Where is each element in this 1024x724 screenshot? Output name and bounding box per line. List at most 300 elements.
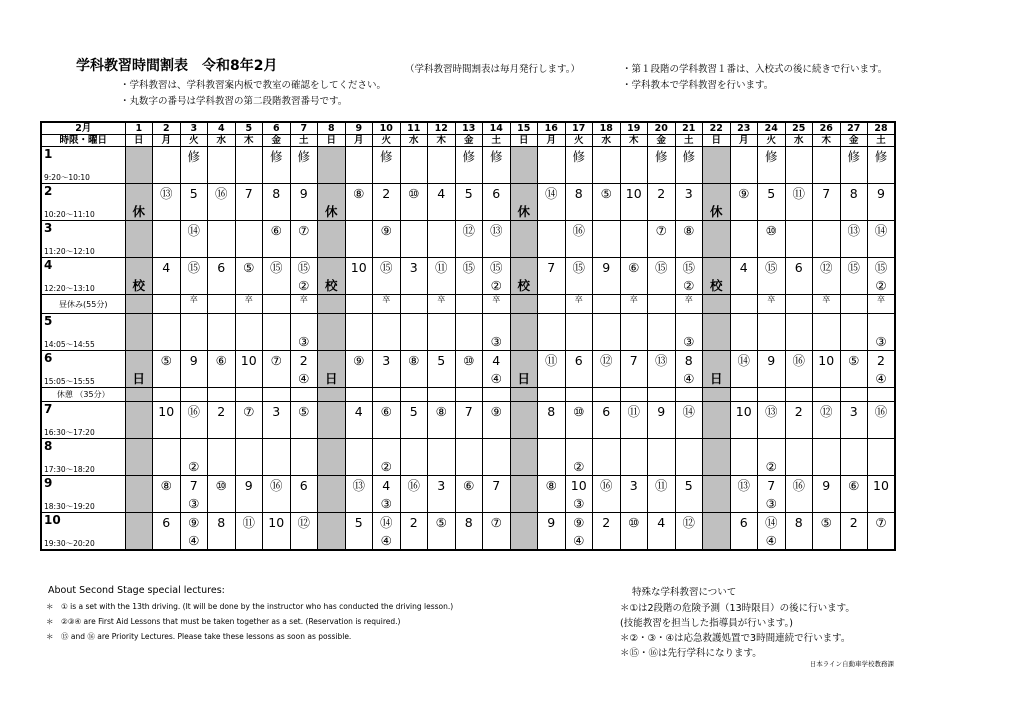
schedule-cell <box>428 402 456 439</box>
schedule-cell <box>290 513 318 551</box>
lesson-number: ⑭ <box>187 223 200 238</box>
schedule-cell <box>758 295 786 314</box>
closed-day-cell <box>125 147 153 184</box>
schedule-cell <box>538 314 566 351</box>
lesson-number: 2 <box>849 515 858 530</box>
lesson-number: ⑦ <box>243 404 255 419</box>
schedule-cell <box>428 221 456 258</box>
lesson-number: 7 <box>822 186 831 201</box>
lesson-set-number: ② <box>490 278 502 293</box>
schedule-cell <box>208 351 236 388</box>
schedule-cell <box>620 439 648 476</box>
lesson-number: 9 <box>244 478 253 493</box>
schedule-cell <box>565 476 593 513</box>
lesson-number: ⑫ <box>682 515 695 530</box>
graduation-mark: 卒 <box>684 295 693 304</box>
schedule-cell <box>208 513 236 551</box>
lesson-number: ⑪ <box>654 478 668 493</box>
lesson-number: 8 <box>849 186 858 201</box>
schedule-cell <box>675 439 703 476</box>
schedule-cell <box>840 184 868 221</box>
closed-day-cell <box>125 221 153 258</box>
schedule-cell <box>813 314 841 351</box>
schedule-cell <box>675 295 703 314</box>
lesson-number: ⑬ <box>159 186 173 201</box>
period-row <box>41 351 895 388</box>
lesson-number: 4 <box>492 353 501 368</box>
schedule-cell <box>153 184 181 221</box>
lesson-number: ⑯ <box>214 186 228 201</box>
lesson-number: ⑫ <box>462 223 475 238</box>
day-number: 6 <box>263 122 291 135</box>
schedule-cell <box>180 402 208 439</box>
day-number: 2 <box>153 122 181 135</box>
schedule-cell <box>758 476 786 513</box>
schedule-cell <box>675 388 703 402</box>
closed-day-cell <box>318 402 346 439</box>
lesson-number: ⑬ <box>847 223 860 238</box>
schedule-cell <box>345 388 373 402</box>
schedule-cell <box>785 476 813 513</box>
break-label: 休憩 （35分） <box>41 388 125 402</box>
schedule-cell <box>345 513 373 551</box>
closed-char: 休 <box>324 204 338 219</box>
schedule-cell <box>455 439 483 476</box>
schedule-cell <box>730 388 758 402</box>
schedule-cell <box>648 314 676 351</box>
lesson-number: 8 <box>794 515 803 530</box>
schedule-cell <box>373 184 401 221</box>
lesson-set-number: ④ <box>188 533 200 548</box>
schedule-cell <box>675 147 703 184</box>
schedule-cell <box>400 184 428 221</box>
schedule-cell <box>868 258 896 295</box>
closed-day-cell <box>510 258 538 295</box>
lesson-set-number: ② <box>683 278 695 293</box>
schedule-cell <box>648 476 676 513</box>
lesson-number: 9 <box>822 478 831 493</box>
schedule-cell <box>345 221 373 258</box>
period-time: 15:05～15:55 <box>44 377 95 386</box>
lesson-number: 10 <box>158 404 175 419</box>
lesson-number: ⑦ <box>655 223 667 238</box>
schedule-cell <box>153 439 181 476</box>
weekday: 日 <box>510 135 538 147</box>
schedule-cell <box>675 513 703 551</box>
period-label <box>41 147 125 184</box>
period-time: 12:20～13:10 <box>44 284 95 293</box>
closed-day-cell <box>703 184 731 221</box>
lesson-set-number: ③ <box>765 496 777 511</box>
schedule-cell <box>565 513 593 551</box>
weekday: 金 <box>840 135 868 147</box>
schedule-cell <box>758 221 786 258</box>
schedule-cell <box>180 221 208 258</box>
lesson-number: ⑩ <box>408 186 420 201</box>
schedule-cell <box>400 476 428 513</box>
graduation-mark: 卒 <box>299 295 308 304</box>
schedule-cell <box>730 476 758 513</box>
period-label <box>41 351 125 388</box>
lesson-number: 8 <box>217 515 226 530</box>
lesson-number: 2 <box>657 186 666 201</box>
schedule-cell <box>345 184 373 221</box>
closed-char: 日 <box>517 371 530 386</box>
lesson-number: ⑭ <box>544 186 558 201</box>
weekday: 月 <box>730 135 758 147</box>
schedule-cell <box>620 147 648 184</box>
lesson-number: 2 <box>794 404 803 419</box>
lesson-set-number: ④ <box>298 371 310 386</box>
lesson-number: 10 <box>735 404 752 419</box>
lesson-number: ⑮ <box>269 260 283 275</box>
weekday: 月 <box>538 135 566 147</box>
schedule-cell <box>290 184 318 221</box>
schedule-cell <box>620 402 648 439</box>
schedule-cell <box>758 147 786 184</box>
lesson-number: ⑥ <box>270 223 282 238</box>
schedule-cell <box>565 402 593 439</box>
graduation-mark: 卒 <box>574 295 583 304</box>
schedule-cell <box>483 402 511 439</box>
schedule-cell <box>180 388 208 402</box>
schedule-cell <box>345 439 373 476</box>
schedule-cell <box>263 221 291 258</box>
graduation-mark: 卒 <box>822 295 831 304</box>
lesson-set-number: ④ <box>490 371 502 386</box>
lesson-number: ⑤ <box>160 353 172 368</box>
schedule-cell <box>153 221 181 258</box>
schedule-cell <box>813 388 841 402</box>
lesson-number: ⑮ <box>379 260 393 275</box>
date-row <box>41 122 895 135</box>
graduation-mark: 卒 <box>382 295 391 304</box>
schedule-cell <box>400 513 428 551</box>
schedule-cell <box>428 476 456 513</box>
break-row <box>41 388 895 402</box>
period-label <box>41 258 125 295</box>
closed-day-cell <box>318 476 346 513</box>
schedule-cell <box>758 513 786 551</box>
schedule-cell <box>455 184 483 221</box>
period-row <box>41 147 895 184</box>
weekday: 金 <box>263 135 291 147</box>
lesson-number: ⑥ <box>463 478 475 493</box>
lesson-number: ⑧ <box>435 404 447 419</box>
lesson-number: ⑯ <box>407 478 420 493</box>
schedule-cell <box>593 147 621 184</box>
closed-day-cell <box>318 314 346 351</box>
lesson-number: 10 <box>818 353 835 368</box>
lesson-number: ⑭ <box>874 223 888 238</box>
closed-day-cell <box>125 314 153 351</box>
schedule-cell <box>840 439 868 476</box>
day-number: 11 <box>400 122 428 135</box>
schedule-cell <box>428 351 456 388</box>
note-left-1: ・学科教習は、学科教習案内板で教室の確認をしてください。 <box>120 80 387 91</box>
closed-char: 日 <box>132 371 145 386</box>
schedule-cell <box>565 221 593 258</box>
schedule-cell <box>455 258 483 295</box>
schedule-cell <box>208 184 236 221</box>
schedule-cell <box>208 221 236 258</box>
schedule-cell <box>373 439 401 476</box>
schedule-cell <box>483 388 511 402</box>
schedule-cell <box>565 351 593 388</box>
schedule-cell <box>813 184 841 221</box>
lesson-number: ⑩ <box>463 353 475 368</box>
schedule-cell <box>428 295 456 314</box>
weekday: 水 <box>593 135 621 147</box>
period-time: 9:20～10:10 <box>44 173 90 182</box>
schedule-cell <box>648 513 676 551</box>
schedule-cell <box>593 351 621 388</box>
schedule-cell <box>730 351 758 388</box>
schedule-cell <box>593 184 621 221</box>
lesson-number: 7 <box>244 186 253 201</box>
schedule-cell <box>400 258 428 295</box>
period-label <box>41 439 125 476</box>
lesson-number: ⑪ <box>792 186 805 201</box>
closed-char: 休 <box>709 204 723 219</box>
lesson-number: 4 <box>437 186 446 201</box>
lesson-number: ⑥ <box>848 478 860 493</box>
closed-day-cell <box>318 184 346 221</box>
lesson-number: ⑬ <box>737 478 750 493</box>
schedule-cell <box>153 147 181 184</box>
lesson-number: ⑮ <box>462 260 475 275</box>
lesson-number: 2 <box>602 515 611 530</box>
lesson-number: 9 <box>602 260 611 275</box>
weekday: 土 <box>868 135 896 147</box>
period-row <box>41 314 895 351</box>
day-number: 23 <box>730 122 758 135</box>
closed-day-cell <box>510 402 538 439</box>
lesson-number: ⑥ <box>215 353 227 368</box>
period-time: 19:30～20:20 <box>44 539 95 548</box>
lesson-number: 5 <box>464 186 473 201</box>
schedule-cell <box>593 439 621 476</box>
schedule-cell <box>345 402 373 439</box>
lesson-number: ⑭ <box>379 515 393 530</box>
schedule-cell <box>593 221 621 258</box>
schedule-cell <box>208 295 236 314</box>
schedule-cell <box>785 351 813 388</box>
row-header: 時限・曜日 <box>41 135 125 147</box>
weekday: 水 <box>785 135 813 147</box>
closed-day-cell <box>318 221 346 258</box>
schedule-cell <box>455 513 483 551</box>
lesson-number: 修 <box>187 149 200 164</box>
lesson-number: 修 <box>462 149 475 164</box>
schedule-cell <box>840 147 868 184</box>
schedule-cell <box>290 402 318 439</box>
weekday: 金 <box>455 135 483 147</box>
closed-day-cell <box>510 476 538 513</box>
schedule-cell <box>538 513 566 551</box>
lesson-number: ⑤ <box>435 515 447 530</box>
schedule-cell <box>153 258 181 295</box>
closed-char: 校 <box>132 278 145 293</box>
schedule-cell <box>455 314 483 351</box>
schedule-cell <box>730 314 758 351</box>
lesson-number: ⑬ <box>764 404 778 419</box>
period-time: 18:30～19:20 <box>44 502 95 511</box>
schedule-cell <box>813 513 841 551</box>
schedule-cell <box>483 314 511 351</box>
schedule-cell <box>868 221 896 258</box>
schedule-cell <box>373 258 401 295</box>
note-right-1: ・第１段階の学科教習１番は、入校式の後に続きで行います。 <box>622 64 888 75</box>
lesson-number: ⑮ <box>572 260 585 275</box>
schedule-cell <box>373 314 401 351</box>
schedule-cell <box>235 351 263 388</box>
schedule-cell <box>538 351 566 388</box>
closed-char: 校 <box>709 278 723 293</box>
lesson-number: ⑮ <box>682 260 695 275</box>
schedule-cell <box>428 258 456 295</box>
lesson-number: 8 <box>272 186 281 201</box>
period-number: 2 <box>44 184 53 198</box>
schedule-cell <box>785 295 813 314</box>
schedule-cell <box>235 402 263 439</box>
weekday: 月 <box>153 135 181 147</box>
lesson-number: 2 <box>382 186 391 201</box>
closed-day-cell <box>318 351 346 388</box>
period-row <box>41 476 895 513</box>
lesson-number: ⑨ <box>188 515 200 530</box>
lesson-number: ⑯ <box>599 478 613 493</box>
period-number: 6 <box>44 351 53 365</box>
schedule-cell <box>675 351 703 388</box>
lesson-number: ⑯ <box>269 478 283 493</box>
lesson-number: ⑦ <box>875 515 887 530</box>
schedule-cell <box>235 476 263 513</box>
graduation-mark: 卒 <box>767 295 776 304</box>
lesson-number: 3 <box>382 353 391 368</box>
lesson-number: 6 <box>574 353 583 368</box>
schedule-cell <box>428 439 456 476</box>
schedule-cell <box>263 388 291 402</box>
lesson-number: ⑮ <box>874 260 888 275</box>
schedule-cell <box>730 184 758 221</box>
lesson-number: ⑤ <box>243 260 255 275</box>
lesson-set-number: ③ <box>875 334 887 349</box>
lesson-number: 修 <box>269 149 283 164</box>
schedule-cell <box>565 295 593 314</box>
lesson-number: 10 <box>350 260 367 275</box>
lesson-number: 修 <box>297 149 310 164</box>
lesson-set-number: ③ <box>683 334 695 349</box>
lesson-number: 8 <box>547 404 556 419</box>
schedule-cell <box>180 295 208 314</box>
schedule-cell <box>565 314 593 351</box>
schedule-cell <box>400 147 428 184</box>
lesson-number: ⑧ <box>160 478 172 493</box>
closed-day-cell <box>703 476 731 513</box>
schedule-cell <box>263 184 291 221</box>
lesson-number: ⑫ <box>819 404 833 419</box>
schedule-cell <box>648 402 676 439</box>
period-number: 3 <box>44 221 53 235</box>
schedule-cell <box>675 184 703 221</box>
schedule-cell <box>263 295 291 314</box>
schedule-cell <box>428 388 456 402</box>
schedule-cell <box>455 221 483 258</box>
lesson-set-number: ② <box>298 278 310 293</box>
lesson-number: 10 <box>570 478 587 493</box>
closed-day-cell <box>510 147 538 184</box>
schedule-cell <box>758 439 786 476</box>
lesson-number: ⑧ <box>353 186 365 201</box>
schedule-cell <box>538 221 566 258</box>
schedule-cell <box>263 439 291 476</box>
lesson-set-number: ② <box>188 459 200 474</box>
lesson-number: ⑮ <box>187 260 200 275</box>
schedule-cell <box>785 439 813 476</box>
lesson-set-number: ② <box>875 278 887 293</box>
schedule-cell <box>785 258 813 295</box>
period-number: 9 <box>44 476 53 490</box>
schedule-cell <box>785 184 813 221</box>
lesson-number: ⑮ <box>297 260 310 275</box>
schedule-cell <box>345 351 373 388</box>
weekday: 木 <box>428 135 456 147</box>
schedule-cell <box>180 184 208 221</box>
schedule-cell <box>813 147 841 184</box>
lesson-number: ⑪ <box>242 515 255 530</box>
schedule-cell <box>483 295 511 314</box>
lesson-number: ⑪ <box>434 260 448 275</box>
schedule-cell <box>373 513 401 551</box>
lesson-number: 修 <box>379 149 393 164</box>
schedule-cell <box>648 184 676 221</box>
lesson-number: ⑤ <box>848 353 860 368</box>
schedule-cell <box>648 351 676 388</box>
closed-day-cell <box>510 513 538 551</box>
schedule-cell <box>483 147 511 184</box>
schedule-cell <box>758 402 786 439</box>
schedule-cell <box>263 402 291 439</box>
schedule-cell <box>180 147 208 184</box>
schedule-cell <box>538 258 566 295</box>
schedule-cell <box>785 314 813 351</box>
schedule-cell <box>235 221 263 258</box>
schedule-cell <box>593 295 621 314</box>
lesson-number: ⑯ <box>572 223 585 238</box>
en-heading: About Second Stage special lectures: <box>48 585 225 596</box>
monthly-note: （学科教習時間割表は毎月発行します。） <box>405 64 580 75</box>
schedule-cell <box>868 295 896 314</box>
schedule-cell <box>565 184 593 221</box>
schedule-cell <box>345 476 373 513</box>
schedule-cell <box>400 221 428 258</box>
closed-day-cell <box>125 295 153 314</box>
schedule-cell <box>483 513 511 551</box>
schedule-cell <box>373 351 401 388</box>
lesson-number: 3 <box>629 478 638 493</box>
schedule-cell <box>648 147 676 184</box>
weekday: 土 <box>483 135 511 147</box>
schedule-cell <box>840 258 868 295</box>
schedule-cell <box>538 388 566 402</box>
schedule-cell <box>648 295 676 314</box>
schedule-cell <box>730 147 758 184</box>
lesson-set-number: ② <box>765 459 777 474</box>
closed-char: 校 <box>517 278 530 293</box>
closed-day-cell <box>318 295 346 314</box>
lesson-set-number: ④ <box>380 533 392 548</box>
